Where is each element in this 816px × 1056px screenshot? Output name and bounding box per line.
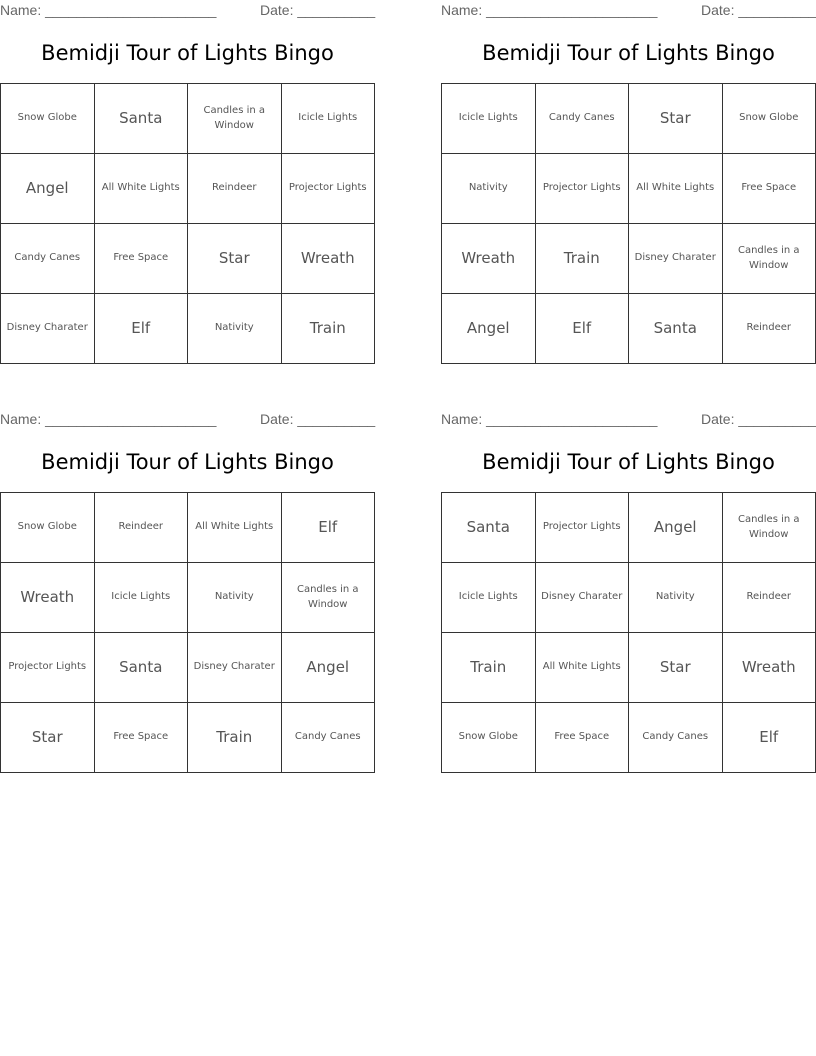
bingo-card <box>0 0 375 370</box>
name-field: Name: ______________________ <box>0 411 217 427</box>
bingo-cell: Star <box>629 84 723 154</box>
bingo-cell: Snow Globe <box>442 703 536 773</box>
date-field: Date: __________ <box>701 411 816 427</box>
bingo-cell: Free Space <box>722 154 816 224</box>
grid-row <box>1 493 375 563</box>
bingo-cell: Disney Charater <box>188 633 282 703</box>
bingo-cell: Elf <box>722 703 816 773</box>
name-date-row <box>0 0 375 20</box>
grid-row <box>442 224 816 294</box>
bingo-cell: Candy Canes <box>629 703 723 773</box>
bingo-grid <box>0 492 375 773</box>
bingo-cell: Icicle Lights <box>442 84 536 154</box>
bingo-cell: Candles in a Window <box>722 493 816 563</box>
bingo-cell: Icicle Lights <box>94 563 188 633</box>
bingo-cell: Free Space <box>94 703 188 773</box>
name-date-row <box>441 0 816 20</box>
bingo-cell: All White Lights <box>535 633 629 703</box>
bingo-cell: Snow Globe <box>1 84 95 154</box>
bingo-cell: Wreath <box>442 224 536 294</box>
name-date-row <box>0 409 375 429</box>
bingo-cell: Santa <box>442 493 536 563</box>
bingo-cell: Angel <box>1 154 95 224</box>
bingo-cell: Projector Lights <box>281 154 375 224</box>
bingo-cell: Santa <box>629 294 723 364</box>
bingo-cell: Santa <box>94 84 188 154</box>
bingo-cell: Elf <box>281 493 375 563</box>
grid-row <box>442 493 816 563</box>
date-field: Date: __________ <box>701 2 816 18</box>
bingo-grid <box>441 492 816 773</box>
bingo-cell: Disney Charater <box>629 224 723 294</box>
date-field: Date: __________ <box>260 2 376 18</box>
name-field: Name: ______________________ <box>0 2 217 18</box>
bingo-cell: Free Space <box>94 224 188 294</box>
name-field: Name: ______________________ <box>441 411 658 427</box>
bingo-cell: Nativity <box>442 154 536 224</box>
bingo-cell: Angel <box>442 294 536 364</box>
bingo-cell: Candy Canes <box>1 224 95 294</box>
bingo-cell: Disney Charater <box>535 563 629 633</box>
bingo-cell: Snow Globe <box>1 493 95 563</box>
bingo-cell: Train <box>281 294 375 364</box>
bingo-cell: Santa <box>94 633 188 703</box>
bingo-cell: Reindeer <box>722 294 816 364</box>
bingo-card <box>0 409 375 779</box>
bingo-cell: Candles in a Window <box>188 84 282 154</box>
bingo-cell: Train <box>188 703 282 773</box>
bingo-card <box>441 409 816 779</box>
grid-row <box>442 154 816 224</box>
grid-row <box>1 294 375 364</box>
bingo-cell: Wreath <box>281 224 375 294</box>
card-title: Bemidji Tour of Lights Bingo <box>482 41 775 65</box>
bingo-cell: Candy Canes <box>535 84 629 154</box>
grid-row <box>1 154 375 224</box>
card-title: Bemidji Tour of Lights Bingo <box>41 41 334 65</box>
grid-row <box>442 703 816 773</box>
card-title: Bemidji Tour of Lights Bingo <box>41 450 334 474</box>
bingo-cell: Reindeer <box>188 154 282 224</box>
grid-row <box>442 633 816 703</box>
bingo-card <box>441 0 816 370</box>
bingo-cell: All White Lights <box>188 493 282 563</box>
name-field: Name: ______________________ <box>441 2 658 18</box>
bingo-cell: Star <box>629 633 723 703</box>
card-title: Bemidji Tour of Lights Bingo <box>482 450 775 474</box>
bingo-cell: Angel <box>281 633 375 703</box>
bingo-cell: Disney Charater <box>1 294 95 364</box>
grid-row <box>442 84 816 154</box>
grid-row <box>1 563 375 633</box>
bingo-cell: Wreath <box>1 563 95 633</box>
bingo-cell: Elf <box>94 294 188 364</box>
bingo-grid <box>0 83 375 364</box>
bingo-cell: Train <box>535 224 629 294</box>
bingo-cell: Nativity <box>188 563 282 633</box>
grid-row <box>442 294 816 364</box>
bingo-cell: Projector Lights <box>1 633 95 703</box>
bingo-cell: Reindeer <box>722 563 816 633</box>
grid-row <box>1 633 375 703</box>
bingo-cell: All White Lights <box>94 154 188 224</box>
bingo-cell: Candles in a Window <box>722 224 816 294</box>
grid-row <box>442 563 816 633</box>
date-field: Date: __________ <box>260 411 376 427</box>
name-date-row <box>441 409 816 429</box>
bingo-cell: Angel <box>629 493 723 563</box>
bingo-cell: Free Space <box>535 703 629 773</box>
bingo-cell: Star <box>1 703 95 773</box>
bingo-cell: Reindeer <box>94 493 188 563</box>
bingo-cell: Icicle Lights <box>442 563 536 633</box>
bingo-cell: Train <box>442 633 536 703</box>
bingo-cell: Star <box>188 224 282 294</box>
bingo-cell: Elf <box>535 294 629 364</box>
bingo-cell: Nativity <box>188 294 282 364</box>
bingo-cell: All White Lights <box>629 154 723 224</box>
grid-row <box>1 84 375 154</box>
bingo-cell: Snow Globe <box>722 84 816 154</box>
bingo-cell: Candles in a Window <box>281 563 375 633</box>
bingo-grid <box>441 83 816 364</box>
bingo-cell: Wreath <box>722 633 816 703</box>
bingo-cell: Projector Lights <box>535 493 629 563</box>
bingo-cell: Projector Lights <box>535 154 629 224</box>
grid-row <box>1 224 375 294</box>
bingo-cell: Candy Canes <box>281 703 375 773</box>
bingo-cell: Nativity <box>629 563 723 633</box>
bingo-cell: Icicle Lights <box>281 84 375 154</box>
grid-row <box>1 703 375 773</box>
